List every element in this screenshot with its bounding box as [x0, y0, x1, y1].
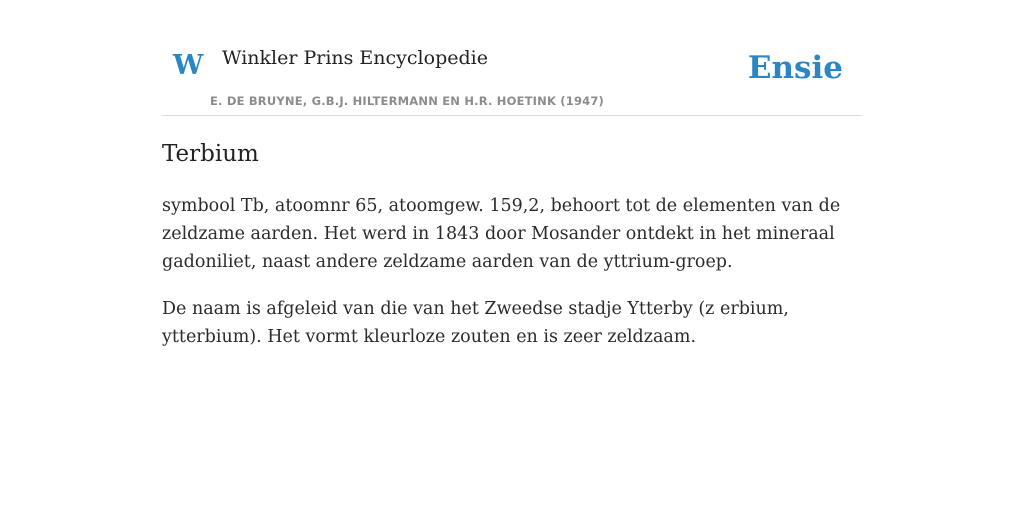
source-title[interactable]: Winkler Prins Encyclopedie — [222, 47, 488, 69]
article-paragraph: De naam is afgeleid van die van het Zweedse stadje Ytterby (z erbium, ytterbium). Het vormt kleurloze zouten en is zeer zeldzaam. — [162, 299, 789, 347]
ensie-logo-link[interactable]: Ensie — [747, 50, 843, 86]
entry-title: Terbium — [162, 141, 259, 167]
source-authors: E. DE BRUYNE, G.B.J. HILTERMANN EN H.R. HOETINK (1947) — [210, 94, 605, 108]
article — [162, 138, 862, 351]
winkler-prins-logo[interactable]: W — [173, 50, 204, 81]
article-paragraph: symbool Tb, atoomnr 65, atoomgew. 159,2, behoort tot de elementen van de zeldzame aarden. Het werd in 1843 door Mosander ontdekt in het mineraal gadoniliet, naast andere zeldzame aarden van de yttrium-groep. — [162, 196, 841, 272]
source-header — [162, 30, 862, 116]
